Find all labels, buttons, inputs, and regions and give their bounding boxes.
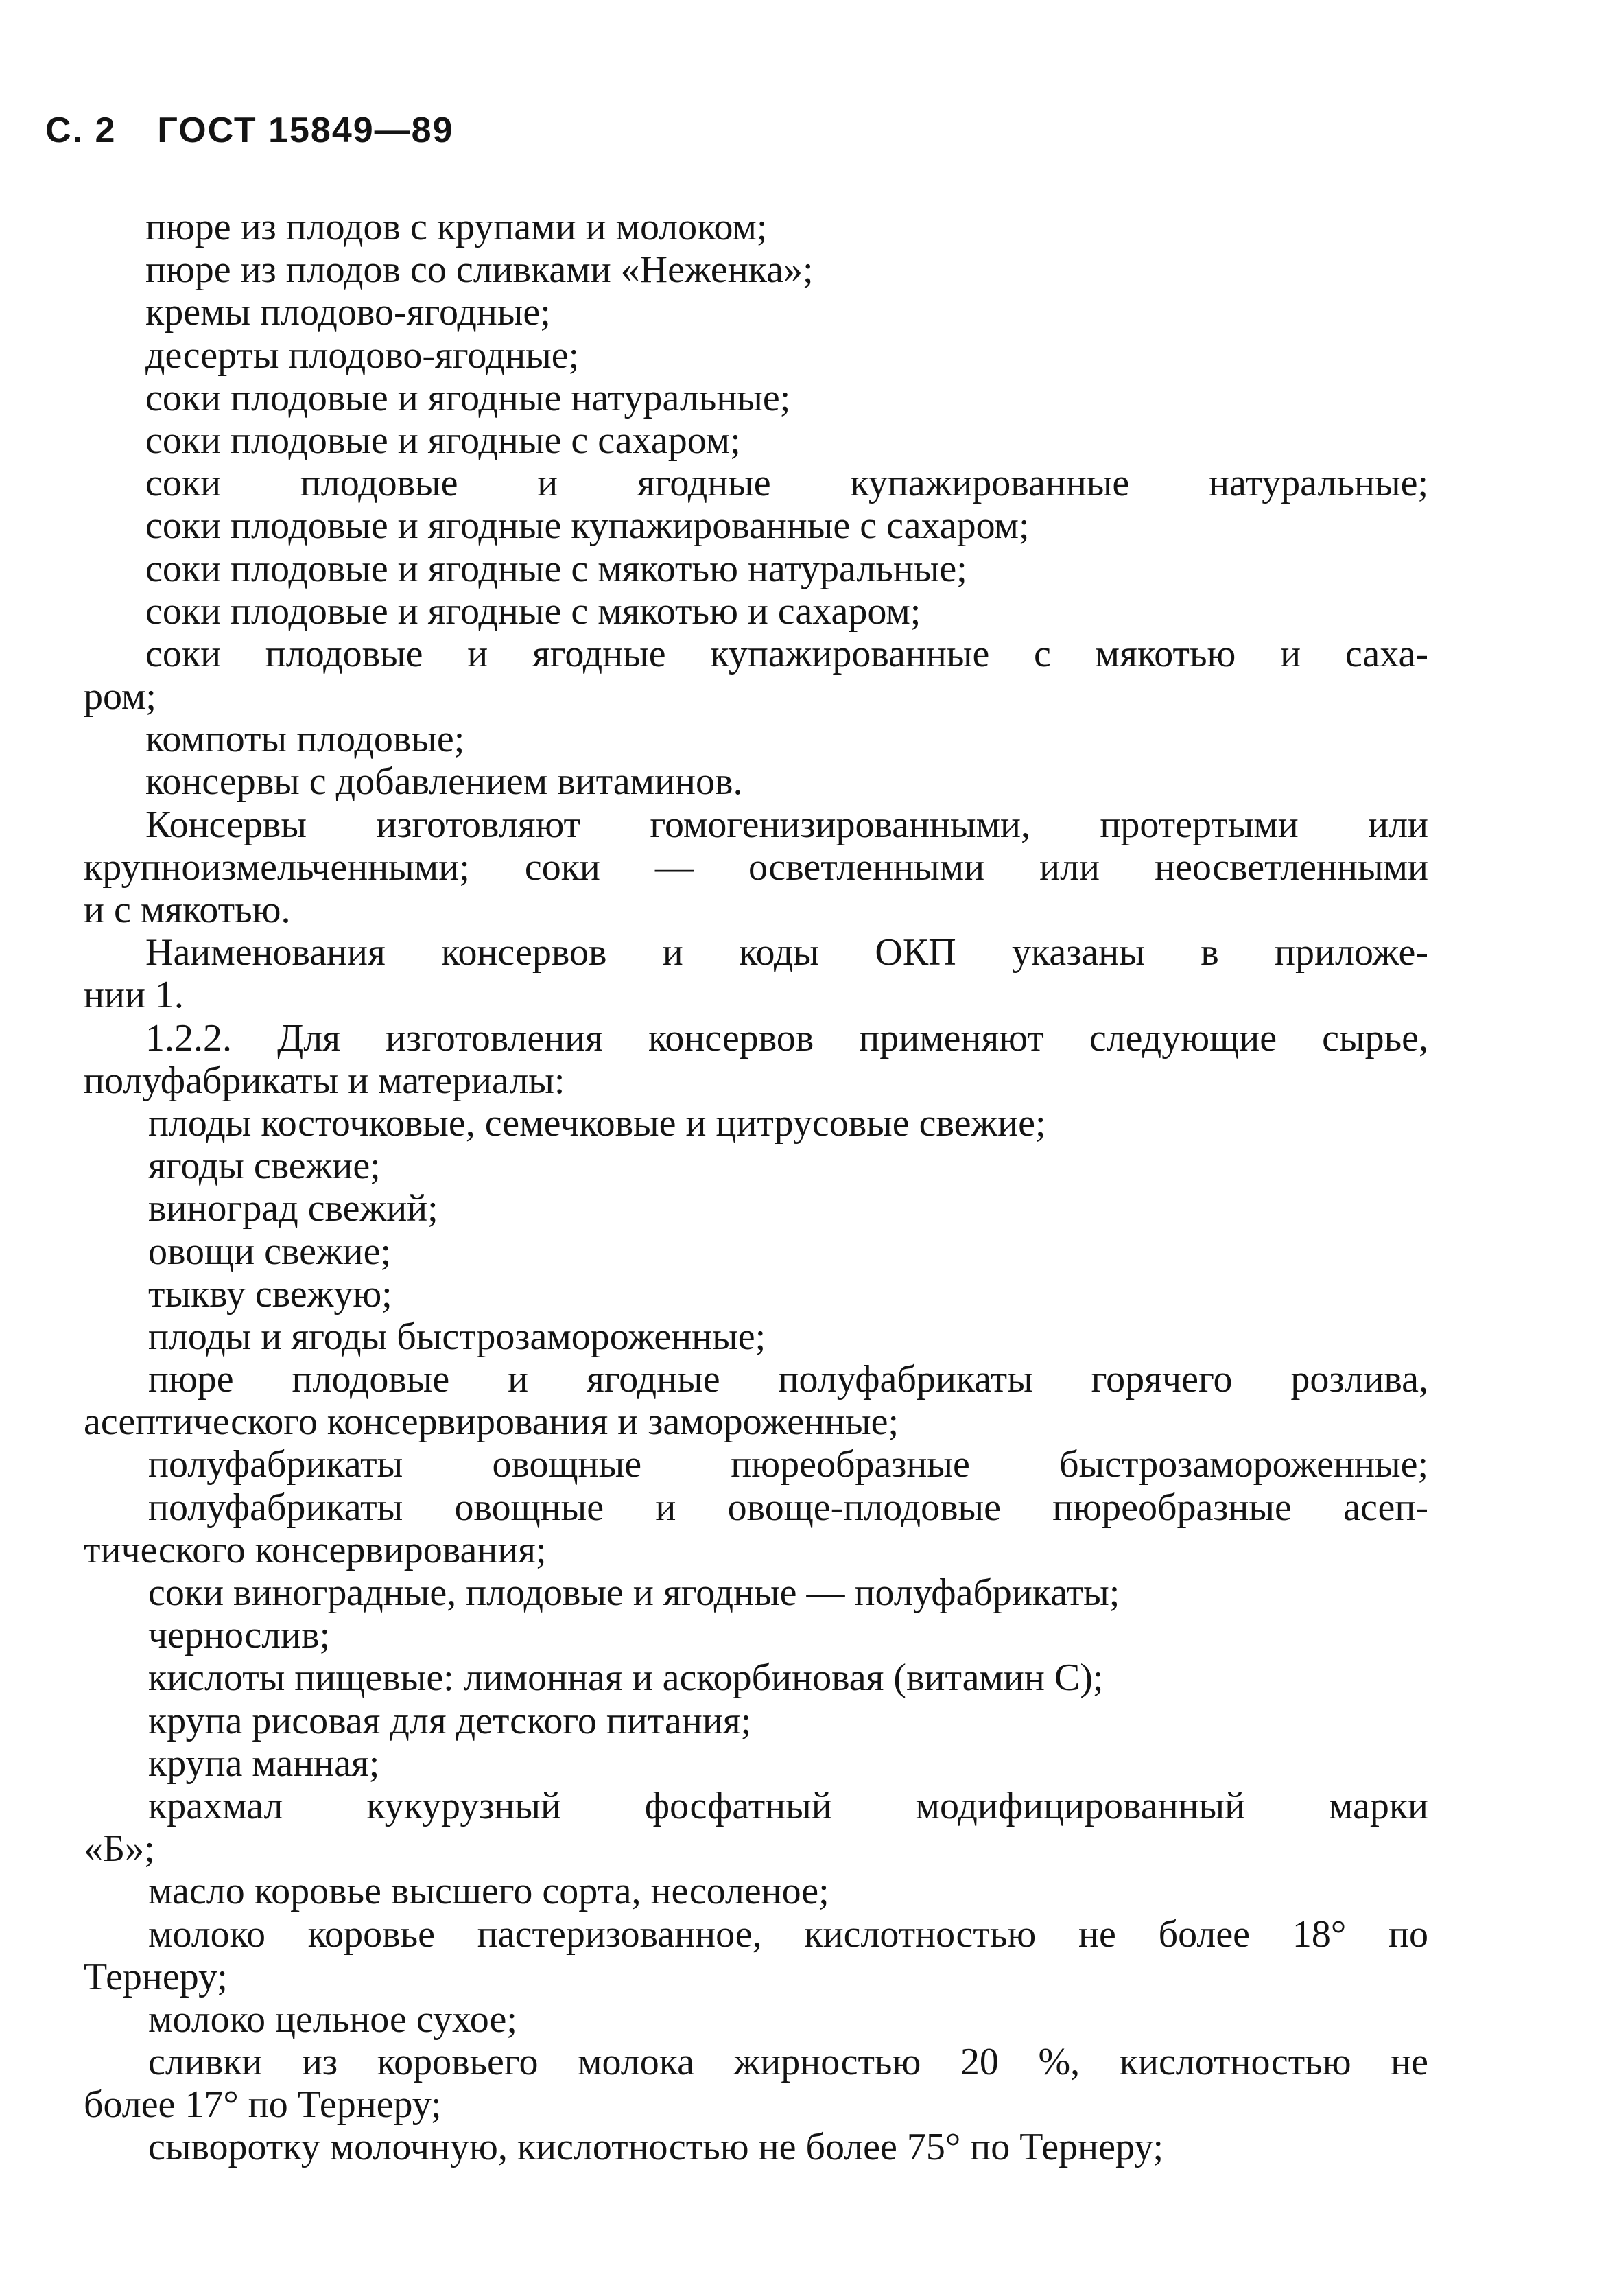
text-line: масло коровье высшего сорта, несоленое; bbox=[148, 1870, 829, 1913]
text-line: ягоды свежие; bbox=[148, 1145, 381, 1188]
text-line: соки плодовые и ягодные купажированные с мякотью и саха- bbox=[145, 632, 1428, 675]
text-line: полуфабрикаты овощные и овоще-плодовые пюреобразные асеп- bbox=[148, 1486, 1428, 1529]
text-line: крахмал кукурузный фосфатный модифицированный марки bbox=[148, 1784, 1428, 1827]
text-line: пюре плодовые и ягодные полуфабрикаты горячего розлива, bbox=[148, 1358, 1428, 1401]
text-line: полуфабрикаты овощные пюреобразные быстрозамороженные; bbox=[148, 1443, 1428, 1486]
text-line: пюре из плодов с крупами и молоком; bbox=[145, 206, 768, 248]
text-line: нии 1. bbox=[84, 974, 184, 1017]
text-line: кремы плодово-ягодные; bbox=[145, 291, 551, 334]
text-line: виноград свежий; bbox=[148, 1187, 438, 1230]
text-line: «Б»; bbox=[84, 1827, 155, 1871]
text-line: молоко цельное сухое; bbox=[148, 1998, 517, 2041]
text-line: крупа манная; bbox=[148, 1742, 380, 1785]
text-line: соки плодовые и ягодные натуральные; bbox=[145, 376, 791, 419]
text-line: пюре из плодов со сливками «Неженка»; bbox=[145, 248, 814, 292]
text-line: консервы с добавлением витаминов. bbox=[145, 760, 743, 804]
text-line: Наименования консервов и коды ОКП указаны в приложе- bbox=[145, 931, 1428, 974]
text-line: тыкву свежую; bbox=[148, 1272, 392, 1315]
text-line: соки виноградные, плодовые и ягодные — полуфабрикаты; bbox=[148, 1571, 1120, 1614]
text-line: соки плодовые и ягодные с сахаром; bbox=[145, 419, 741, 462]
document-body bbox=[84, 206, 1428, 2169]
text-line: сливки из коровьего молока жирностью 20 %, кислотностью не bbox=[148, 2041, 1428, 2084]
text-line: плоды и ягоды быстрозамороженные; bbox=[148, 1315, 766, 1358]
text-line: соки плодовые и ягодные купажированные с сахаром; bbox=[145, 504, 1030, 548]
text-line: полуфабрикаты и материалы: bbox=[84, 1059, 565, 1102]
text-line: соки плодовые и ягодные с мякотью и сахаром; bbox=[145, 589, 921, 633]
text-line: 1.2.2. Для изготовления консервов применяют следующие сырье, bbox=[145, 1016, 1428, 1059]
text-line: сыворотку молочную, кислотностью не более 75° по Тернеру; bbox=[148, 2126, 1164, 2169]
text-line: крупноизмельченными; соки — осветленными или неосветленными bbox=[84, 845, 1428, 889]
text-line: более 17° по Тернеру; bbox=[84, 2083, 442, 2127]
text-line: чернослив; bbox=[148, 1614, 331, 1657]
text-line: тического консервирования; bbox=[84, 1528, 547, 1571]
text-line: соки плодовые и ягодные с мякотью натуральные; bbox=[145, 547, 967, 590]
page-number: С. 2 bbox=[45, 110, 117, 150]
text-line: и с мякотью. bbox=[84, 889, 291, 931]
text-line: соки плодовые и ягодные купажированные натуральные; bbox=[145, 462, 1428, 505]
text-line: десерты плодово-ягодные; bbox=[145, 333, 580, 377]
standard-id: ГОСТ 15849—89 bbox=[157, 110, 454, 150]
text-line: молоко коровье пастеризованное, кислотностью не более 18° по bbox=[148, 1912, 1428, 1956]
text-line: плоды косточковые, семечковые и цитрусовые свежие; bbox=[148, 1101, 1046, 1145]
text-line: крупа рисовая для детского питания; bbox=[148, 1699, 752, 1742]
text-line: Тернеру; bbox=[84, 1955, 228, 1998]
text-line: Консервы изготовляют гомогенизированными, протертыми или bbox=[145, 803, 1428, 846]
text-line: компоты плодовые; bbox=[145, 718, 465, 761]
text-line: кислоты пищевые: лимонная и аскорбиновая (витамин С); bbox=[148, 1656, 1104, 1700]
text-line: ром; bbox=[84, 675, 156, 718]
page-header bbox=[45, 110, 454, 151]
text-line: овощи свежие; bbox=[148, 1230, 392, 1273]
text-line: асептического консервирования и замороженные; bbox=[84, 1401, 899, 1444]
